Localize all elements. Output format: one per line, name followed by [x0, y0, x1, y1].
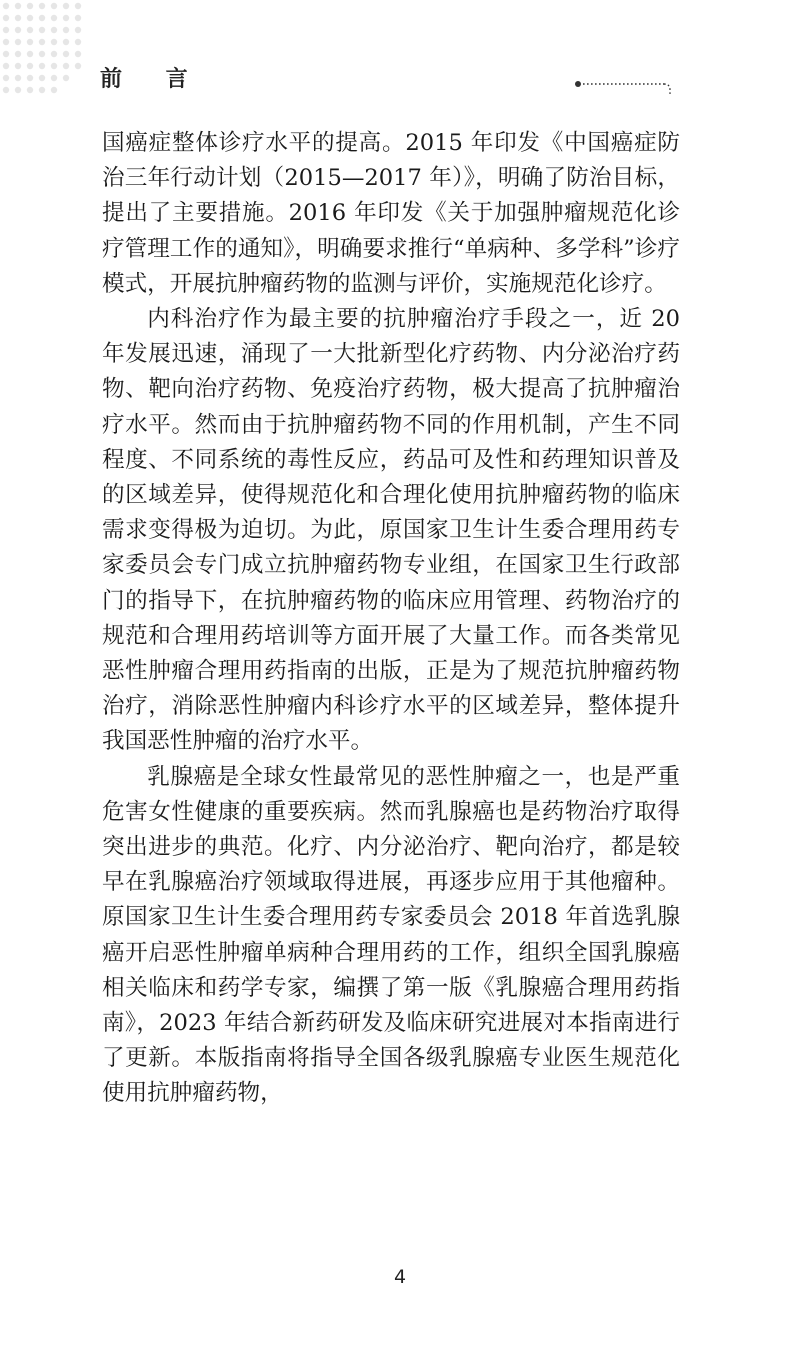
header-rule-decoration	[566, 76, 676, 102]
decorative-dot-pattern	[0, 0, 90, 100]
body-text	[102, 126, 680, 1112]
paragraph-3: 乳腺癌是全球女性最常见的恶性肿瘤之一，也是严重危害女性健康的重要疾病。然而乳腺癌也是药物治疗取得突出进步的典范。化疗、内分泌治疗、靶向治疗，都是较早在乳腺癌治疗领域取得进展，再逐步应用于其他瘤种。原国家卫生计生委合理用药专家委员会 2018 年首选乳腺癌开启恶性肿瘤单病种合理用药的工作，组织全国乳腺癌相关临床和药学专家，编撰了第一版《乳腺癌合理用药指南》，2023 年结合新药研发及临床研究进展对本指南进行了更新。本版指南将指导全国各级乳腺癌专业医生规范化使用抗肿瘤药物，	[102, 763, 680, 1107]
paragraph-2: 内科治疗作为最主要的抗肿瘤治疗手段之一，近 20 年发展迅速，涌现了一大批新型化疗药物、内分泌治疗药物、靶向治疗药物、免疫治疗药物，极大提高了抗肿瘤治疗水平。然而由于抗肿瘤药物不同的作用机制，产生不同程度、不同系统的毒性反应，药品可及性和药理知识普及的区域差异，使得规范化和合理化使用抗肿瘤药物的临床需求变得极为迫切。为此，原国家卫生计生委合理用药专家委员会专门成立抗肿瘤药物专业组，在国家卫生行政部门的指导下，在抗肿瘤药物的临床应用管理、药物治疗的规范和合理用药培训等方面开展了大量工作。而各类常见恶性肿瘤合理用药指南的出版，正是为了规范抗肿瘤药物治疗，消除恶性肿瘤内科诊疗水平的区域差异，整体提升我国恶性肿瘤的治疗水平。	[102, 306, 680, 755]
page-header-title: 前 言	[100, 67, 206, 92]
paragraph-1: 国癌症整体诊疗水平的提高。2015 年印发《中国癌症防治三年行动计划（2015—2017 年）》，明确了防治目标，提出了主要措施。2016 年印发《关于加强肿瘤规范化诊疗管理工作的通知》，明确要求推行“单病种、多学科”诊疗模式，开展抗肿瘤药物的监测与评价，实施规范化诊疗。	[102, 130, 680, 297]
page-number: 4	[393, 1266, 407, 1288]
